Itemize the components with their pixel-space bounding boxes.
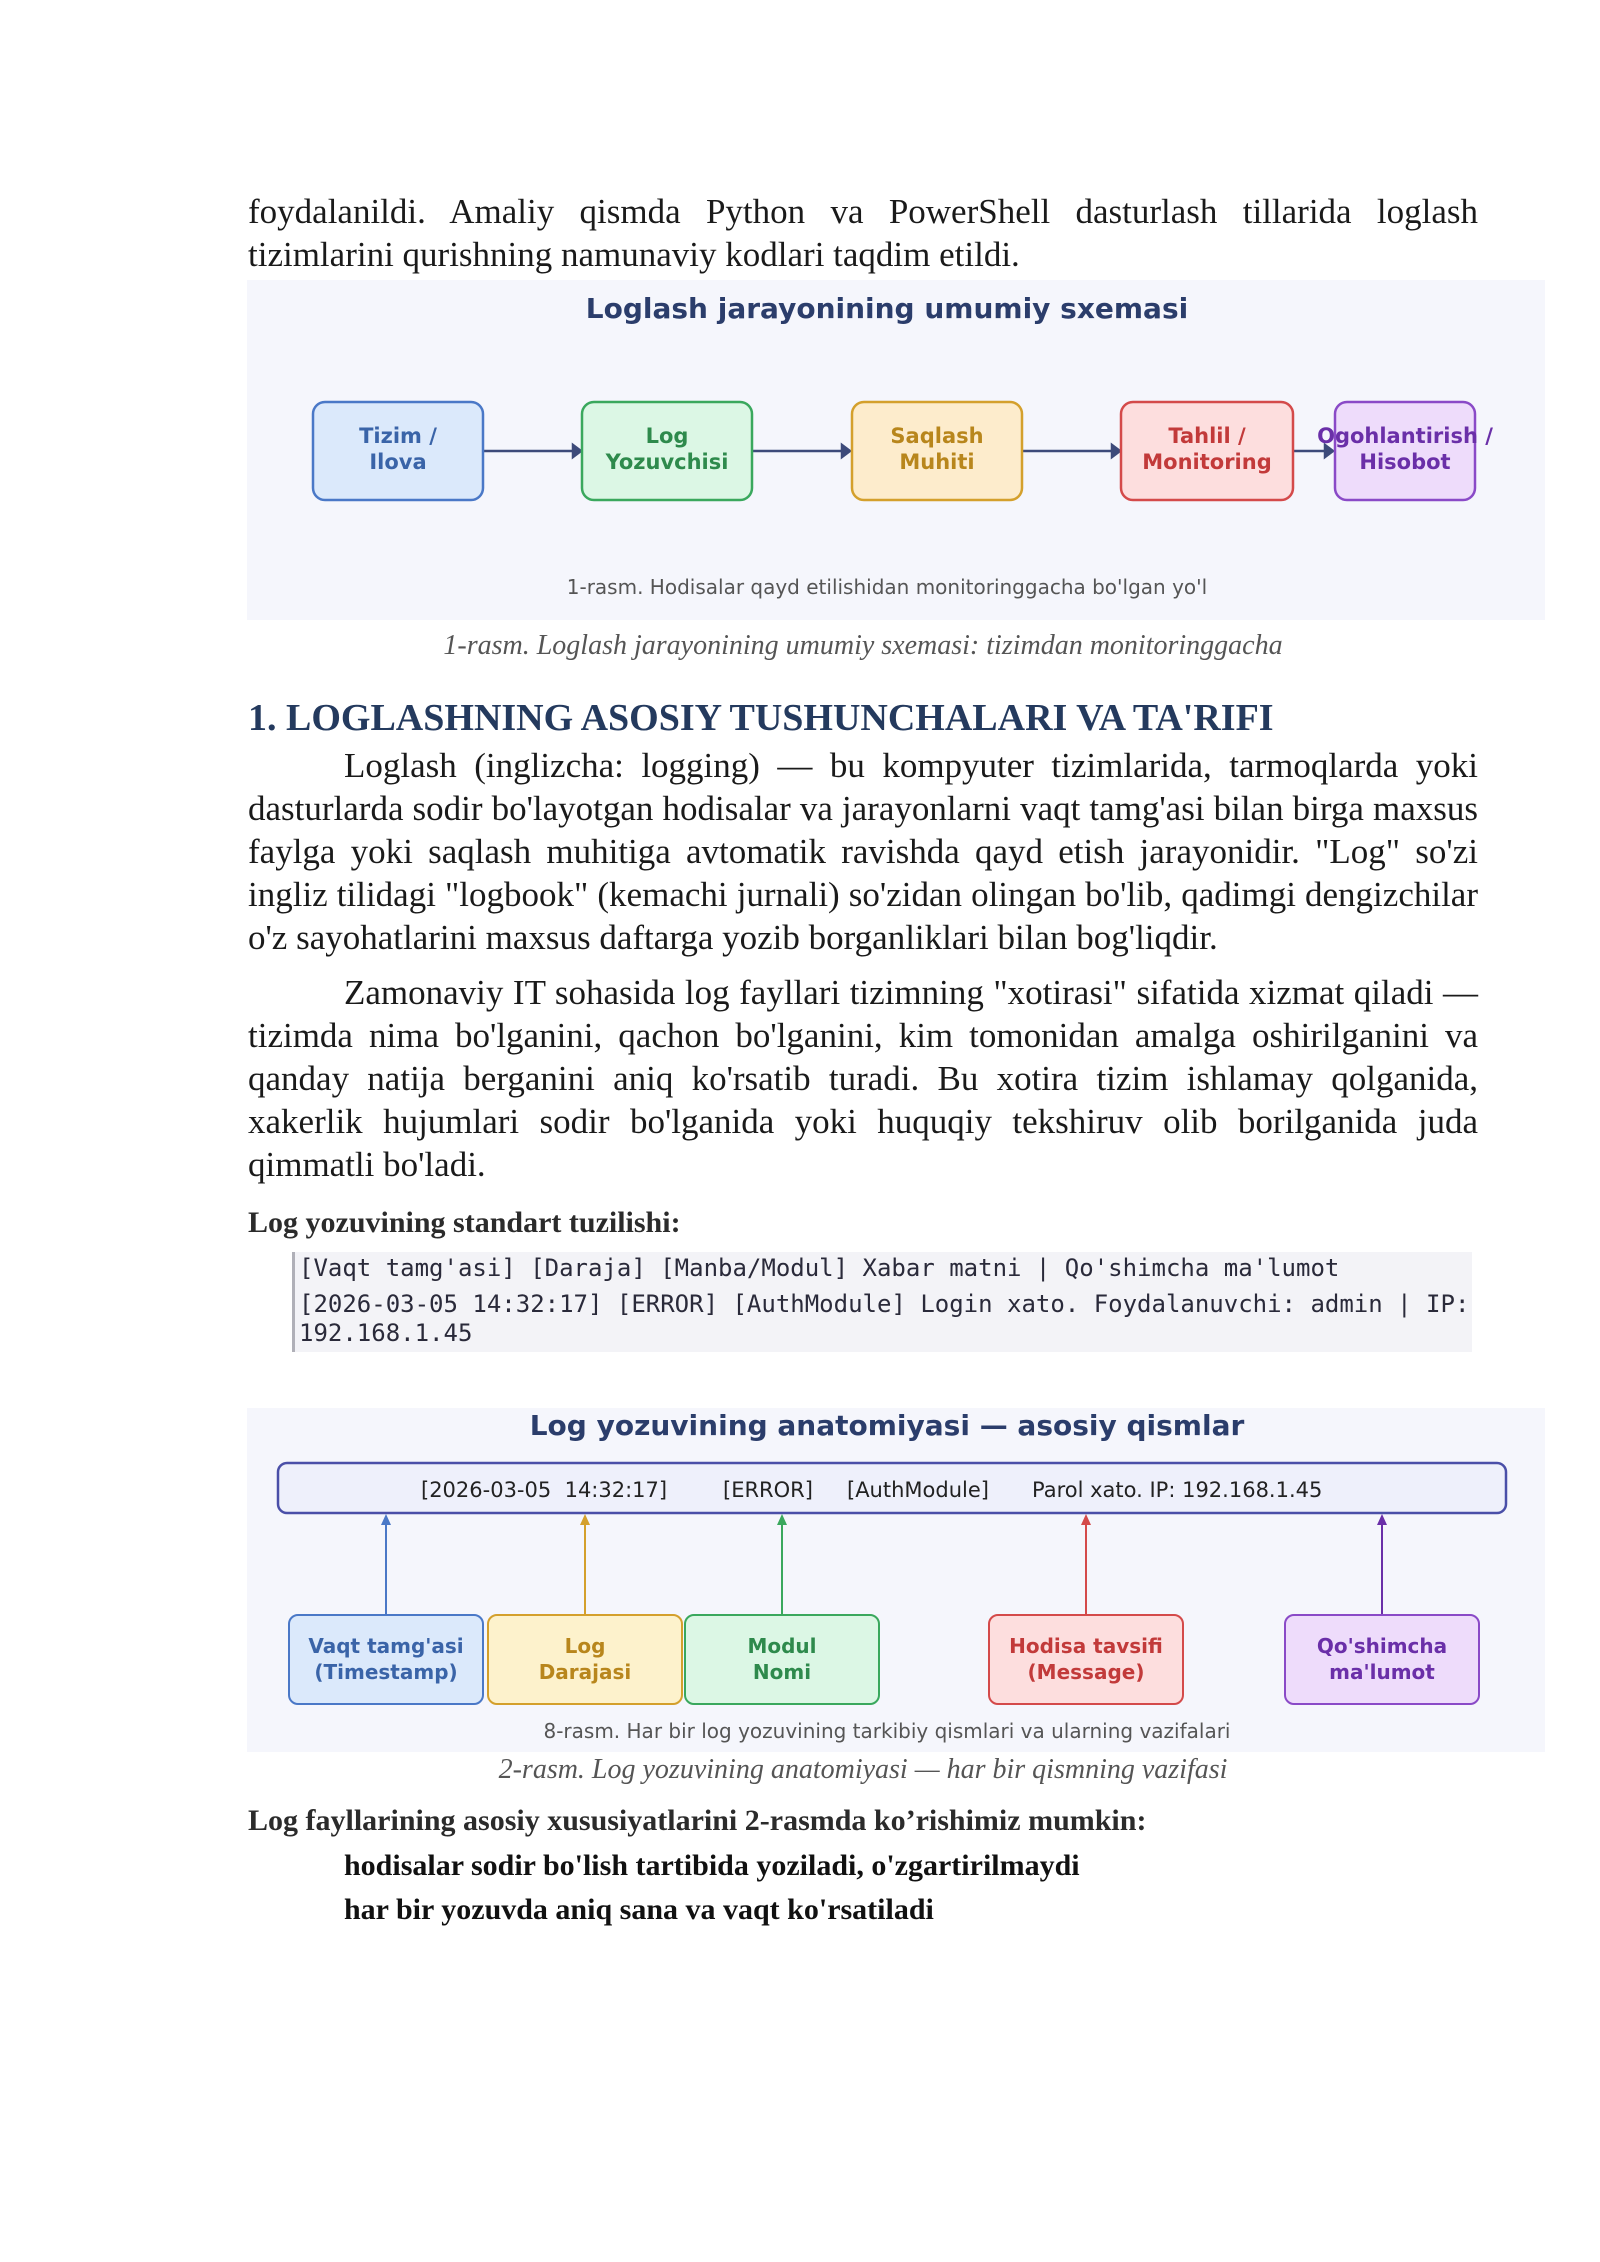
features-heading: Log fayllarining asosiy xususiyatlarini 2-rasmda ko’rishimiz mumkin: [248,1804,1147,1837]
record-level: [ERROR] [723,1478,813,1502]
section-1-paragraph-2: Zamonaviy IT sohasida log fayllari tizimning "xotirasi" sifatida xizmat qiladi — tizimda nima bo'lganini, qachon bo'lganini, kim tomonidan amalga oshirilganini va qanday natija berganini aniq ko'rsatib turadi. Bu xotira tizim ishlamay qolganida, xakerlik hujumlari sodir bo'lganida yoki huquqiy tekshiruv olib borilganida juda qimmatli bo'ladi. [248,973,1478,1184]
flow-box-tizim-label-1: Tizim / [359,424,437,448]
list-item: har bir yozuvda aniq sana va vaqt ko'rsatiladi [344,1893,934,1926]
figure-2-log-anatomy [247,1408,1545,1752]
figure-1-logging-flow [247,280,1545,620]
document-page [248,190,1493,1932]
flow-box-ogohlantirish [1317,402,1493,500]
features-list [248,1844,1478,1932]
flow-box-ogohlantirish-label-1: Ogohlantirish / [1317,424,1493,448]
part-box-timestamp-label-2: (Timestamp) [314,1660,458,1684]
flow-box-saqlash-label-2: Muhiti [899,450,975,474]
flow-box-saqlash [852,402,1022,500]
part-box-level [488,1615,682,1704]
part-box-message-label-1: Hodisa tavsifi [1009,1634,1163,1658]
intro-line-1: foydalanildi. Amaliy qismda Python va PowerShell dasturlash tillarida loglash [248,192,1478,231]
part-box-extra [1285,1615,1479,1704]
figure-2-svg [247,1408,1545,1752]
figure-1-title: Loglash jarayonining umumiy sxemasi [585,292,1189,325]
anatomy-pointers [381,1514,1387,1615]
record-timestamp: [2026-03-05 14:32:17] [421,1478,668,1502]
section-1-heading: 1. LOGLASHNING ASOSIY TUSHUNCHALARI VA TA'RIFI [248,697,1274,739]
intro-line-2: tizimlarini qurishning namunaviy kodlari taqdim etildi. [248,235,1020,274]
log-structure-heading: Log yozuvining standart tuzilishi: [248,1206,681,1239]
record-message: Parol xato. IP: 192.168.1.45 [1032,1478,1323,1502]
part-box-timestamp [289,1615,483,1704]
flow-box-tahlil-label-1: Tahlil / [1168,424,1246,448]
part-box-module-label-2: Nomi [752,1660,812,1684]
flow-box-tizim [313,402,483,500]
part-box-message [989,1615,1183,1704]
figure-1-inner-caption: 1-rasm. Hodisalar qayd etilishidan monitoringgacha bo'lgan yo'l [566,575,1208,599]
figure-2-caption: 2-rasm. Log yozuvining anatomiyasi — har bir qismning vazifasi [498,1754,1228,1785]
flow-box-tahlil [1121,402,1293,500]
log-structure-code-block [292,1252,1484,1352]
figure-1-caption: 1-rasm. Loglash jarayonining umumiy sxemasi: tizimdan monitoringgacha [443,630,1283,661]
part-box-module [685,1615,879,1704]
part-box-timestamp-label-1: Vaqt tamg'asi [308,1634,464,1658]
flow-box-log-yozuvchisi-label-1: Log [645,424,689,448]
code-line-example: [2026-03-05 14:32:17] [ERROR] [AuthModule] Login xato. Foydalanuvchi: admin | IP: 192.168.1.45 [299,1290,1484,1347]
flow-box-tahlil-label-2: Monitoring [1142,450,1272,474]
figure-1-svg [247,280,1545,620]
part-box-module-label-1: Modul [747,1634,817,1658]
flow-box-tizim-label-2: Ilova [369,450,427,474]
record-module: [AuthModule] [847,1478,989,1502]
flow-box-log-yozuvchisi [582,402,752,500]
flow-box-ogohlantirish-label-2: Hisobot [1359,450,1451,474]
section-1-paragraph-1: Loglash (inglizcha: logging) — bu kompyuter tizimlarida, tarmoqlarda yoki dasturlarda sodir bo'layotgan hodisalar va jarayonlarni vaqt tamg'asi bilan birga maxsus faylga yoki saqlash muhitiga avtomatik ravishda qayd etish jarayonidir. "Log" so'zi ingliz tilidagi "logbook" (kemachi jurnali) so'zidan olingan bo'lib, qadimgi dengizchilar o'z sayohatlarini maxsus daftarga yozib borganliklari bilan bog'liqdir. [248,746,1478,957]
figure-2-inner-caption: 8-rasm. Har bir log yozuvining tarkibiy qismlari va ularning vazifalari [543,1719,1231,1743]
part-box-extra-label-2: ma'lumot [1329,1660,1435,1684]
code-line-format: [Vaqt tamg'asi] [Daraja] [Manba/Modul] Xabar matni | Qo'shimcha ma'lumot [299,1254,1340,1282]
part-box-level-label-2: Darajasi [538,1660,632,1684]
flow-box-saqlash-label-1: Saqlash [890,424,984,448]
flow-box-log-yozuvchisi-label-2: Yozuvchisi [605,450,729,474]
part-box-message-label-2: (Message) [1027,1660,1145,1684]
part-box-level-label-1: Log [564,1634,606,1658]
list-item: hodisalar sodir bo'lish tartibida yoziladi, o'zgartirilmaydi [344,1849,1080,1882]
figure-2-title: Log yozuvining anatomiyasi — asosiy qismlar [529,1409,1245,1442]
part-box-extra-label-1: Qo'shimcha [1316,1634,1448,1658]
